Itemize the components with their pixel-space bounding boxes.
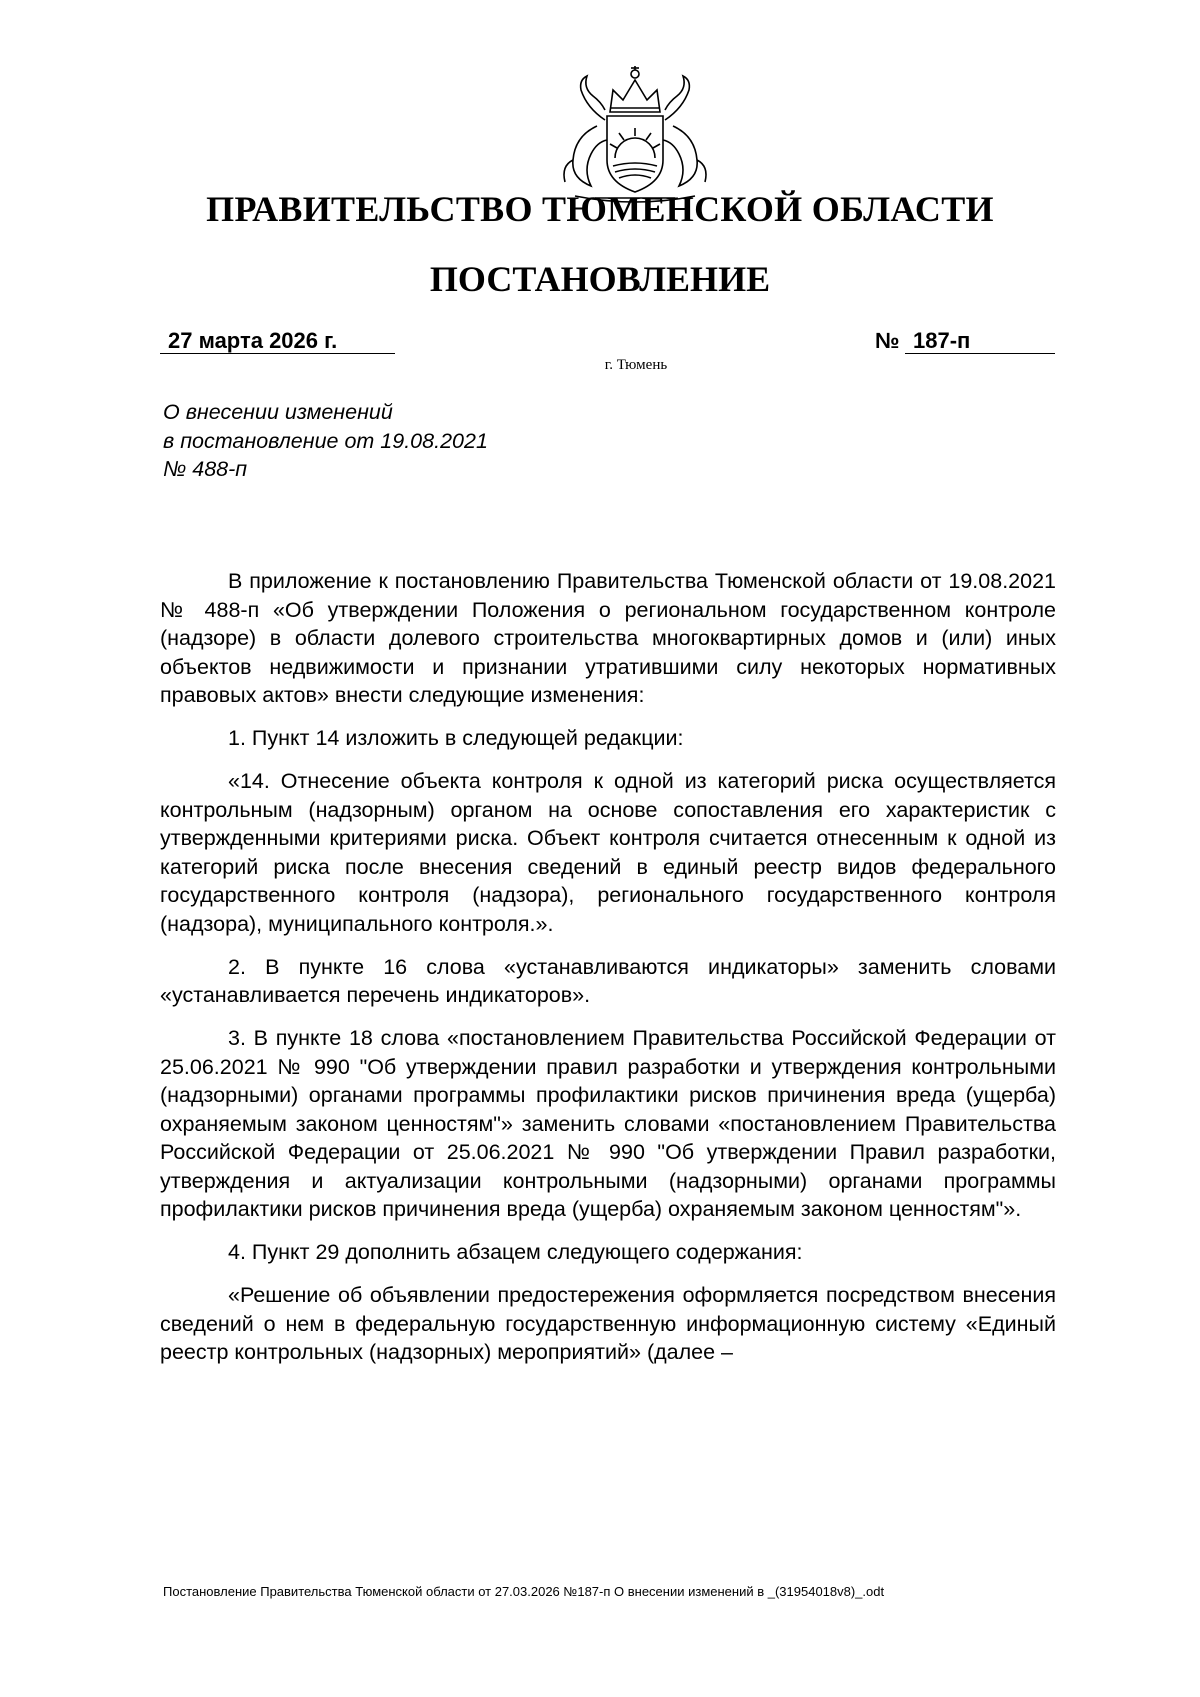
body-paragraph: 3. В пункте 18 слова «постановлением Правительства Российской Федерации от 25.06.2021 № 990 "Об утверждении правил разработки и утверждения контрольными (надзорными) органами программы профилактики рисков причинения вреда (ущерба) охраняемым законом ценностям"» заменить словами «постановлением Правительства Российской Федерации от 25.06.2021 № 990 "Об утверждении Правил разработки, утверждения и актуализации контрольными (надзорными) органами программы профилактики рисков причинения вреда (ущерба) охраняемым законом ценностям"». xyxy=(160,1026,1056,1221)
decree-date-field xyxy=(160,328,395,354)
body-paragraph: 2. В пункте 16 слова «устанавливаются индикаторы» заменить словами «устанавливается перечень индикаторов». xyxy=(160,954,1056,1007)
body-paragraph: 4. Пункт 29 дополнить абзацем следующего содержания: xyxy=(228,1240,803,1264)
number-sign: № xyxy=(875,328,900,353)
decree-subject xyxy=(163,398,683,484)
decree-number: 187-п xyxy=(913,328,971,353)
body-paragraph: 1. Пункт 14 изложить в следующей редакции: xyxy=(228,726,684,750)
government-name: ПРАВИТЕЛЬСТВО ТЮМЕНСКОЙ ОБЛАСТИ xyxy=(206,189,994,229)
subject-line: в постановление от 19.08.2021 xyxy=(163,428,488,453)
body-paragraph: «14. Отнесение объекта контроля к одной из категорий риска осуществляется контрольным (надзорным) органом на основе сопоставления его характеристик с утвержденными критериями риска. Объект контроля считается отнесенным к одной из категорий риска после внесения сведений в единый реестр видов федерального государственного контроля (надзора), регионального государственного контроля (надзора), муниципального контроля.». xyxy=(160,769,1056,936)
decree-date: 27 марта 2026 г. xyxy=(168,328,338,353)
decree-number-field xyxy=(905,328,1055,354)
coat-of-arms-emblem xyxy=(535,50,735,210)
decree-body xyxy=(160,567,1056,1381)
city-name: г. Тюмень xyxy=(604,357,668,373)
document-footer: Постановление Правительства Тюменской области от 27.03.2026 №187-п О внесении изменений в _(31954018v8)_.odt xyxy=(163,1584,885,1599)
subject-line: № 488-п xyxy=(163,457,248,481)
body-paragraph: «Решение об объявлении предостережения оформляется посредством внесения сведений о нем в федеральную государственную информационную систему «Единый реестр контрольных (надзорных) мероприятий» (далее – xyxy=(160,1283,1056,1364)
subject-line: О внесении изменений xyxy=(163,400,393,424)
body-paragraph: В приложение к постановлению Правительства Тюменской области от 19.08.2021 № 488-п «Об утверждении Положения о региональном государственном контроле (надзоре) в области долевого строительства многоквартирных домов и (или) иных объектов недвижимости и признании утратившими силу некоторых нормативных правовых актов» внести следующие изменения: xyxy=(160,569,1056,707)
document-type: ПОСТАНОВЛЕНИЕ xyxy=(429,259,771,299)
